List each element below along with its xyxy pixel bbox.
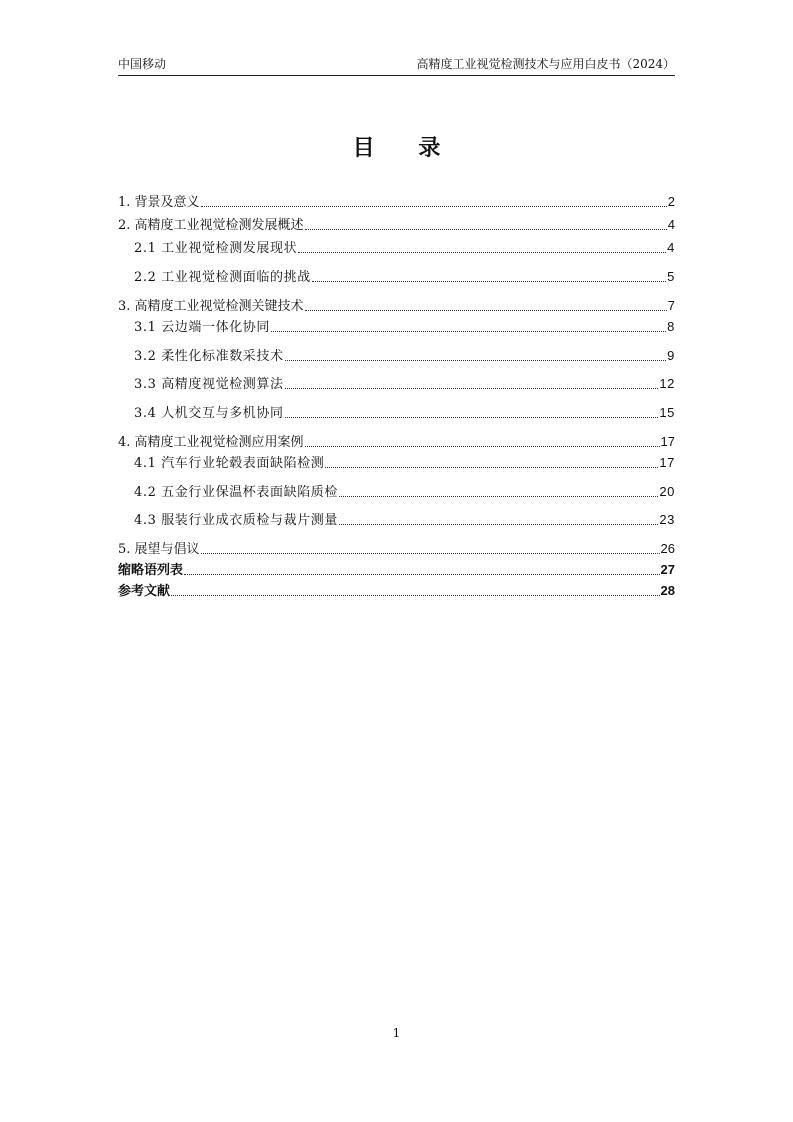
toc-entry-text: 2. 高精度工业视觉检测发展概述 — [118, 218, 304, 233]
toc-entry-3-3[interactable] — [134, 375, 675, 393]
header-document-title: 高精度工业视觉检测技术与应用白皮书（2024） — [416, 57, 675, 71]
toc-entry-text: 4. 高精度工业视觉检测应用案例 — [118, 435, 304, 450]
toc-leader-dots — [285, 359, 667, 361]
toc-entry-page: 23 — [659, 512, 675, 527]
toc-entry-2-2[interactable] — [134, 268, 675, 286]
toc-entry-text: 参考文献 — [118, 584, 171, 599]
toc-entry-text: 1. 背景及意义 — [118, 195, 200, 210]
toc-leader-dots — [298, 251, 666, 253]
toc-entry-3-4[interactable] — [134, 404, 675, 422]
toc-entry-3-1[interactable] — [134, 318, 675, 336]
toc-leader-dots — [305, 228, 667, 230]
header-organization: 中国移动 — [118, 57, 167, 71]
toc-entry-text: 3.2 柔性化标准数采技术 — [134, 349, 284, 364]
toc-leader-dots — [201, 205, 667, 207]
toc-leader-dots — [271, 330, 666, 332]
toc-entry-page: 20 — [659, 484, 675, 499]
toc-leader-dots — [305, 445, 660, 447]
toc-entry-abbreviations[interactable] — [118, 561, 675, 579]
toc-entry-page: 27 — [660, 562, 675, 577]
toc-leader-dots — [339, 523, 658, 525]
toc-entry-2-1[interactable] — [134, 239, 675, 257]
toc-leader-dots — [305, 309, 667, 311]
toc-leader-dots — [325, 466, 658, 468]
toc-entry-text: 缩略语列表 — [118, 563, 184, 578]
toc-entry-text: 3.4 人机交互与多机协同 — [134, 406, 284, 421]
toc-entry-references[interactable] — [118, 582, 675, 600]
toc-entry-text: 2.1 工业视觉检测发展现状 — [134, 241, 298, 256]
toc-entry-page: 26 — [660, 541, 675, 556]
toc-entry-text: 3.1 云边端一体化协同 — [134, 320, 271, 335]
toc-entry-page: 17 — [659, 455, 675, 470]
toc-entry-page: 28 — [660, 583, 675, 598]
toc-entry-text: 4.2 五金行业保温杯表面缺陷质检 — [134, 485, 339, 500]
page-header — [118, 55, 675, 76]
page-number: 1 — [392, 1026, 401, 1040]
toc-entry-1[interactable] — [118, 193, 675, 211]
toc-entry-4-3[interactable] — [134, 511, 675, 529]
toc-entry-page: 9 — [667, 348, 675, 363]
toc-entry-text: 3. 高精度工业视觉检测关键技术 — [118, 299, 304, 314]
toc-entry-text: 4.1 汽车行业轮毂表面缺陷检测 — [134, 456, 325, 471]
toc-entry-5[interactable] — [118, 540, 675, 558]
toc-entry-page: 8 — [667, 319, 675, 334]
toc-leader-dots — [201, 552, 660, 554]
toc-entry-page: 7 — [667, 298, 675, 313]
toc-entry-4-1[interactable] — [134, 454, 675, 472]
toc-entry-page: 2 — [667, 194, 675, 209]
toc-entry-page: 4 — [667, 217, 675, 232]
toc-entry-text: 3.3 高精度视觉检测算法 — [134, 377, 284, 392]
toc-entry-text: 2.2 工业视觉检测面临的挑战 — [134, 270, 311, 285]
toc-entry-4[interactable] — [118, 433, 675, 451]
toc-title: 目 录 — [352, 136, 459, 161]
toc-entry-4-2[interactable] — [134, 483, 675, 501]
toc-leader-dots — [285, 416, 659, 418]
toc-leader-dots — [285, 387, 659, 389]
toc-entry-page: 17 — [660, 434, 675, 449]
toc-entry-page: 15 — [659, 405, 675, 420]
toc-entry-3[interactable] — [118, 297, 675, 315]
toc-entry-page: 5 — [667, 269, 675, 284]
toc-entry-2[interactable] — [118, 216, 675, 234]
toc-leader-dots — [171, 594, 660, 596]
toc-entry-text: 5. 展望与倡议 — [118, 542, 200, 557]
toc-leader-dots — [184, 573, 660, 575]
toc-leader-dots — [312, 280, 666, 282]
toc-entry-page: 12 — [659, 376, 675, 391]
toc-entry-text: 4.3 服装行业成衣质检与裁片测量 — [134, 513, 339, 528]
toc-entry-page: 4 — [667, 240, 675, 255]
toc-leader-dots — [339, 495, 658, 497]
toc-entry-3-2[interactable] — [134, 347, 675, 365]
